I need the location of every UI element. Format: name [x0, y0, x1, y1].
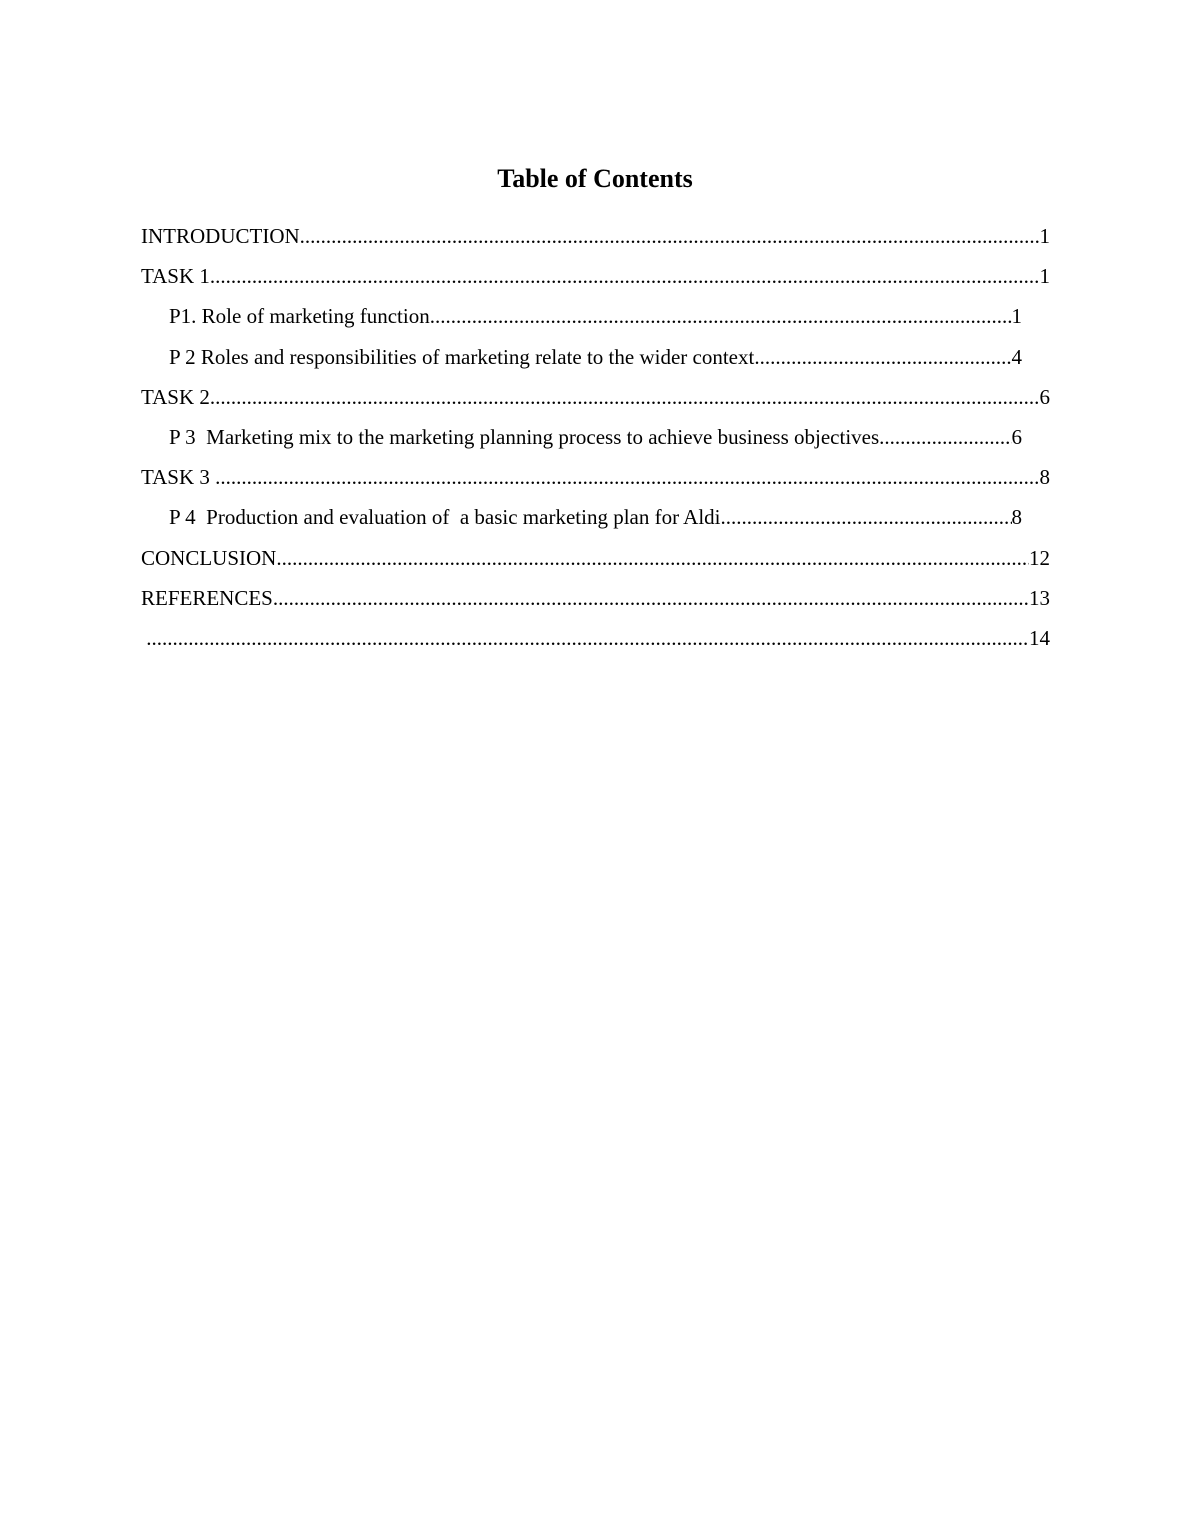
toc-list	[141, 218, 1050, 660]
toc-entry-task-1[interactable]	[141, 258, 1050, 298]
toc-entry-page-number: 6	[1039, 384, 1050, 409]
toc-entry-p2[interactable]	[141, 339, 1022, 379]
toc-dot-leader	[879, 419, 1011, 455]
toc-entry-label: P 4 Production and evaluation of a basic marketing plan for Aldi	[169, 505, 721, 530]
toc-entry-label: REFERENCES	[141, 585, 273, 610]
toc-entry-task-2[interactable]	[141, 379, 1050, 419]
toc-entry-conclusion[interactable]	[141, 540, 1050, 580]
toc-entry-page-number: 1	[1039, 264, 1050, 289]
toc-entry-label: TASK 3	[141, 465, 216, 490]
toc-dot-leader	[430, 298, 1012, 334]
toc-dot-leader	[300, 218, 1040, 254]
toc-dot-leader	[210, 258, 1040, 294]
toc-dot-leader	[146, 620, 1029, 656]
toc-entry-label: TASK 1	[141, 264, 210, 289]
toc-entry-page-number: 8	[1039, 465, 1050, 490]
toc-entry-page-number: 8	[1011, 505, 1022, 530]
toc-entry-page-number: 14	[1029, 625, 1050, 650]
toc-entry-p3[interactable]	[141, 419, 1022, 459]
toc-dot-leader	[721, 499, 1012, 535]
toc-entry-label: CONCLUSION	[141, 545, 277, 570]
toc-entry-page-number: 1	[1011, 304, 1022, 329]
toc-entry-label: P 2 Roles and responsibilities of marketing relate to the wider context	[169, 344, 755, 369]
toc-entry-label: P 3 Marketing mix to the marketing planning process to achieve business objectives	[169, 424, 880, 449]
toc-entry-page-number: 12	[1029, 545, 1050, 570]
toc-entry-label: TASK 2	[141, 384, 210, 409]
toc-entry-label: INTRODUCTION	[141, 224, 300, 248]
toc-entry-untitled[interactable]	[141, 620, 1050, 660]
toc-dot-leader	[754, 339, 1011, 375]
toc-dot-leader	[210, 379, 1040, 415]
toc-dot-leader	[215, 459, 1039, 495]
toc-entry-task-3[interactable]	[141, 459, 1050, 499]
toc-dot-leader	[273, 580, 1029, 616]
toc-entry-page-number: 1	[1039, 224, 1050, 248]
toc-entry-page-number: 6	[1011, 424, 1022, 449]
toc-title: Table of Contents	[497, 164, 693, 193]
toc-entry-label: P1. Role of marketing function	[169, 304, 430, 329]
toc-entry-references[interactable]	[141, 580, 1050, 620]
toc-dot-leader	[276, 540, 1029, 576]
toc-entry-page-number: 13	[1029, 585, 1050, 610]
toc-entry-page-number: 4	[1011, 344, 1022, 369]
toc-entry-p1[interactable]	[141, 298, 1022, 338]
toc-entry-p4[interactable]	[141, 499, 1022, 539]
toc-entry-introduction[interactable]	[141, 218, 1050, 258]
